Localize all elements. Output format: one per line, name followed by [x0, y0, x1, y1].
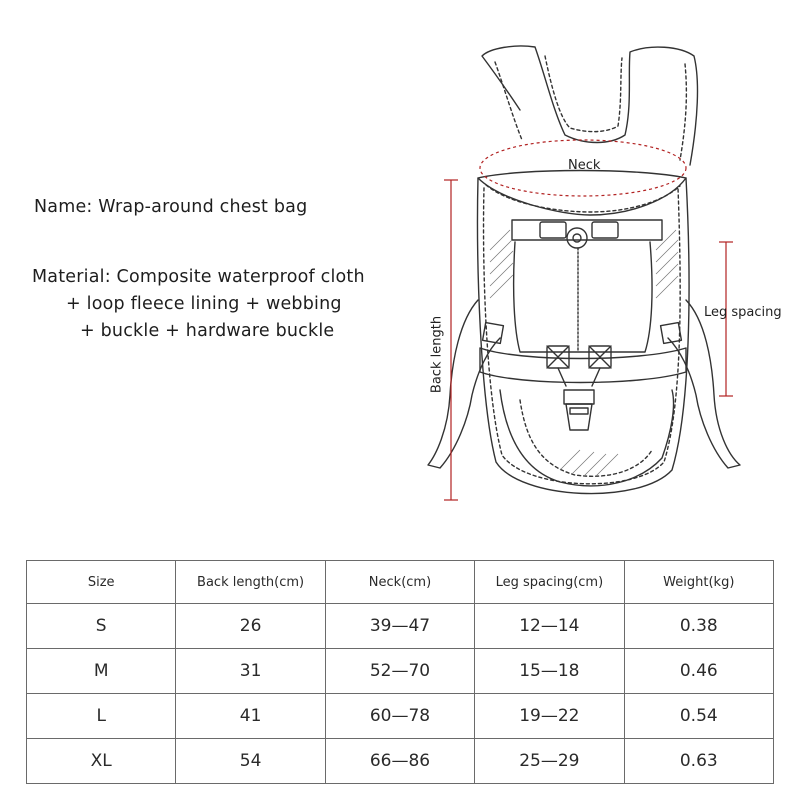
- table-header-row: [27, 561, 774, 604]
- cell-size: M: [27, 649, 176, 694]
- leg-spacing-label: Leg spacing: [704, 305, 782, 320]
- cell-size: S: [27, 604, 176, 649]
- cell-size: XL: [27, 739, 176, 784]
- cell-back-length: 26: [176, 604, 325, 649]
- cell-neck: 66—86: [325, 739, 474, 784]
- cell-weight: 0.38: [624, 604, 773, 649]
- cell-neck: 39—47: [325, 604, 474, 649]
- header-neck: Neck(cm): [325, 561, 474, 604]
- material-line-2: + loop fleece lining + webbing: [66, 294, 342, 314]
- size-table: [26, 560, 774, 784]
- material-line-3: + buckle + hardware buckle: [80, 321, 335, 341]
- material-line-1: Material: Composite waterproof cloth: [32, 267, 365, 287]
- neck-label: Neck: [568, 158, 601, 173]
- back-length-label: Back length: [429, 315, 445, 394]
- cell-leg-spacing: 19—22: [475, 694, 624, 739]
- cell-back-length: 41: [176, 694, 325, 739]
- table-row: [27, 694, 774, 739]
- cell-neck: 60—78: [325, 694, 474, 739]
- cell-size: L: [27, 694, 176, 739]
- table-row: [27, 649, 774, 694]
- header-leg-spacing: Leg spacing(cm): [475, 561, 624, 604]
- cell-leg-spacing: 25—29: [475, 739, 624, 784]
- cell-leg-spacing: 12—14: [475, 604, 624, 649]
- cell-weight: 0.46: [624, 649, 773, 694]
- cell-leg-spacing: 15—18: [475, 649, 624, 694]
- cell-weight: 0.63: [624, 739, 773, 784]
- table-row: [27, 739, 774, 784]
- back-panel: [478, 171, 690, 494]
- cell-neck: 52—70: [325, 649, 474, 694]
- cell-weight: 0.54: [624, 694, 773, 739]
- header-size: Size: [27, 561, 176, 604]
- cell-back-length: 54: [176, 739, 325, 784]
- cell-back-length: 31: [176, 649, 325, 694]
- table-row: [27, 604, 774, 649]
- product-name: Name: Wrap-around chest bag: [34, 197, 308, 217]
- header-back-length: Back length(cm): [176, 561, 325, 604]
- header-weight: Weight(kg): [624, 561, 773, 604]
